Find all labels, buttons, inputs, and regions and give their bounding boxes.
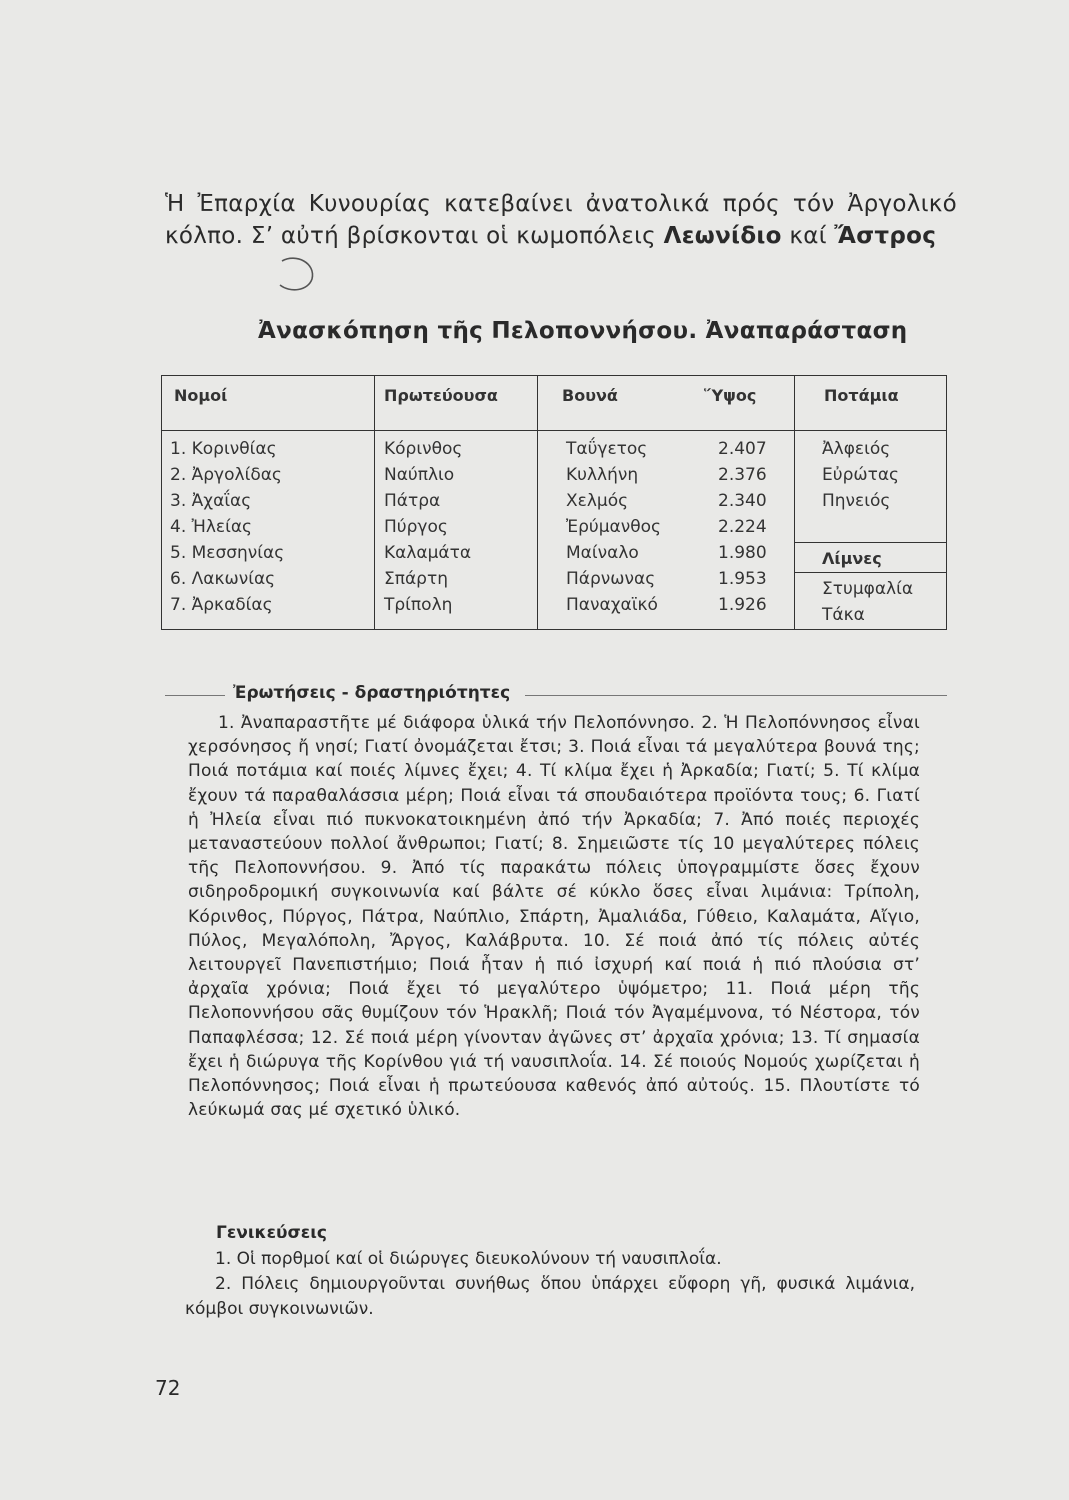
generalizations-list [185, 1247, 915, 1322]
table-cell: Πάρνωνας [566, 569, 656, 589]
table-cell: Τρίπολη [384, 595, 453, 615]
table-cell: 1. Κορινθίας [170, 439, 277, 459]
heading-rule [165, 695, 225, 696]
intro-connector: καί [781, 223, 835, 249]
rivers-column [822, 436, 899, 514]
table-cell: 1.980 [718, 543, 767, 563]
header-rivers: Ποτάμια [824, 386, 899, 405]
capitals-column [384, 436, 471, 618]
header-capitals: Πρωτεύουσα [384, 386, 498, 405]
table-cell: Χελμός [566, 491, 629, 511]
header-prefectures: Νομοί [174, 386, 228, 405]
table-cell: 1.953 [718, 569, 767, 589]
table-cell: Τάκα [822, 605, 865, 625]
questions-title: Ἐρωτήσεις - δραστηριότητες [233, 683, 511, 703]
table-cell: Ἀλφειός [822, 439, 891, 459]
generalizations-title: Γενικεύσεις [216, 1223, 327, 1243]
table-cell: 4. Ἠλείας [170, 517, 253, 537]
table-header-rule [162, 430, 946, 431]
table-cell: 3. Ἀχαΐας [170, 491, 252, 511]
table-cell: 2.224 [718, 517, 767, 537]
intro-text: Ἡ Ἐπαρχία Κυνουρίας κατεβαίνει ἀνατολικά πρός τόν Ἀργολικό κόλπο. Σ’ αὐτή βρίσκονται οἱ κωμοπόλεις [165, 191, 957, 249]
table-cell: 7. Ἀρκαδίας [170, 595, 273, 615]
table-cell: 2. Ἀργολίδας [170, 465, 282, 485]
table-cell: 2.376 [718, 465, 767, 485]
header-height: Ὕψος [704, 386, 757, 405]
table-divider [794, 376, 795, 629]
list-item: 2. Πόλεις δημιουργοῦνται συνήθως ὅπου ὑπάρχει εὔφορη γῆ, φυσικά λιμάνια, κόμβοι συγκοινωνιῶν. [185, 1274, 915, 1319]
lakes-header: Λίμνες [822, 549, 882, 568]
header-mountains: Βουνά [562, 386, 618, 405]
table-cell: Ταΰγετος [566, 439, 648, 459]
table-cell: Καλαμάτα [384, 543, 472, 563]
table-cell: Πύργος [384, 517, 448, 537]
heading-rule [525, 695, 947, 696]
handwritten-circle-mark [276, 255, 318, 295]
table-cell: 1.926 [718, 595, 767, 615]
heights-column [718, 436, 767, 618]
table-divider [374, 376, 375, 629]
prefectures-column [170, 436, 284, 618]
lakes-column [822, 576, 913, 628]
table-cell: Πηνειός [822, 491, 891, 511]
list-item: 1. Οἱ πορθμοί καί οἱ διώρυγες διευκολύνουν τή ναυσιπλοΐα. [215, 1249, 722, 1269]
questions-heading [165, 683, 947, 707]
table-cell: Εὐρώτας [822, 465, 900, 485]
review-title: Ἀνασκόπηση τῆς Πελοποννήσου. Ἀναπαράσταση [258, 318, 908, 344]
table-cell: Μαίναλο [566, 543, 639, 563]
lakes-rule-top [794, 542, 946, 543]
table-cell: Πάτρα [384, 491, 441, 511]
table-cell: Παναχαϊκό [566, 595, 658, 615]
table-cell: 5. Μεσσηνίας [170, 543, 285, 563]
table-cell: Κυλλήνη [566, 465, 639, 485]
lakes-rule-bottom [794, 572, 946, 573]
table-cell: 6. Λακωνίας [170, 569, 276, 589]
town-leonidio: Λεωνίδιο [663, 223, 782, 249]
table-divider [537, 376, 538, 629]
mountains-column [566, 436, 661, 618]
page-number: 72 [155, 1376, 181, 1400]
town-astros: Ἄστρος [834, 223, 937, 249]
table-cell: Σπάρτη [384, 569, 448, 589]
intro-paragraph [165, 188, 957, 252]
table-cell: 2.407 [718, 439, 767, 459]
table-cell: Κόρινθος [384, 439, 463, 459]
questions-paragraph: 1. Ἀναπαραστῆτε μέ διάφορα ὑλικά τήν Πελοπόννησο. 2. Ἡ Πελοπόννησος εἶναι χερσόνησος ἤ νησί; Γιατί ὀνομάζεται ἔτσι; 3. Ποιά εἶναι τά μεγαλύτερα βουνά της; Ποιά ποτάμια καί ποιές λίμνες ἔχει; 4. Τί κλίμα ἔχει ἡ Ἀρκαδία; Γιατί; 5. Τί κλίμα ἔχουν τά παραθαλάσσια μέρη; Ποιά εἶναι τά σπουδαιότερα προϊόντα τους; 6. Γιατί ἡ Ἠλεία εἶναι πιό πυκνοκατοικημένη ἀπό τήν Ἀρκαδία; 7. Ἀπό ποιές περιοχές μεταναστεύουν πολλοί ἄνθρωποι; Γιατί; 8. Σημειῶστε τίς 10 μεγαλύτερες πόλεις τῆς Πελοποννήσου. 9. Ἀπό τίς παρακάτω πόλεις ὑπογραμμίστε ὅσες ἔχουν σιδηροδρομική συγκοινωνία καί βάλτε σέ κύκλο ὅσες εἶναι λιμάνια: Τρίπολη, Κόρινθος, Πύργος, Πάτρα, Ναύπλιο, Σπάρτη, Ἀμαλιάδα, Γύθειο, Καλαμάτα, Αἴγιο, Πύλος, Μεγαλόπολη, Ἄργος, Καλάβρυτα. 10. Σέ ποιά ἀπό τίς πόλεις αὐτές λειτουργεῖ Πανεπιστήμιο; Ποιά ἦταν ἡ πιό ἰσχυρή καί ποιά ἡ πιό πλούσια στ’ ἀρχαῖα χρόνια; Ποιά ἔχει τό μεγαλύτερο ὑψόμετρο; 11. Ποιά μέρη τῆς Πελοποννήσου σᾶς θυμίζουν τόν Ἡρακλῆ; Ποιά τόν Ἀγαμέμνονα, τό Νέστορα, τόν Παπαφλέσσα; 12. Σέ ποιά μέρη γίνονταν ἀγῶνες στ’ ἀρχαῖα χρόνια; 13. Τί σημασία ἔχει ἡ διώρυγα τῆς Κορίνθου γιά τή ναυσιπλοΐα. 14. Σέ ποιούς Νομούς χωρίζεται ἡ Πελοπόννησος; Ποιά εἶναι ἡ πρωτεύουσα καθενός ἀπό αὐτούς. 15. Πλουτίστε τό λεύκωμά σας μέ σχετικό ὑλικό. [188, 713, 920, 1121]
table-cell: Στυμφαλία [822, 579, 914, 599]
table-cell: 2.340 [718, 491, 767, 511]
table-cell: Ναύπλιο [384, 465, 455, 485]
peloponnese-table [161, 375, 947, 630]
table-cell: Ἐρύμανθος [566, 517, 662, 537]
